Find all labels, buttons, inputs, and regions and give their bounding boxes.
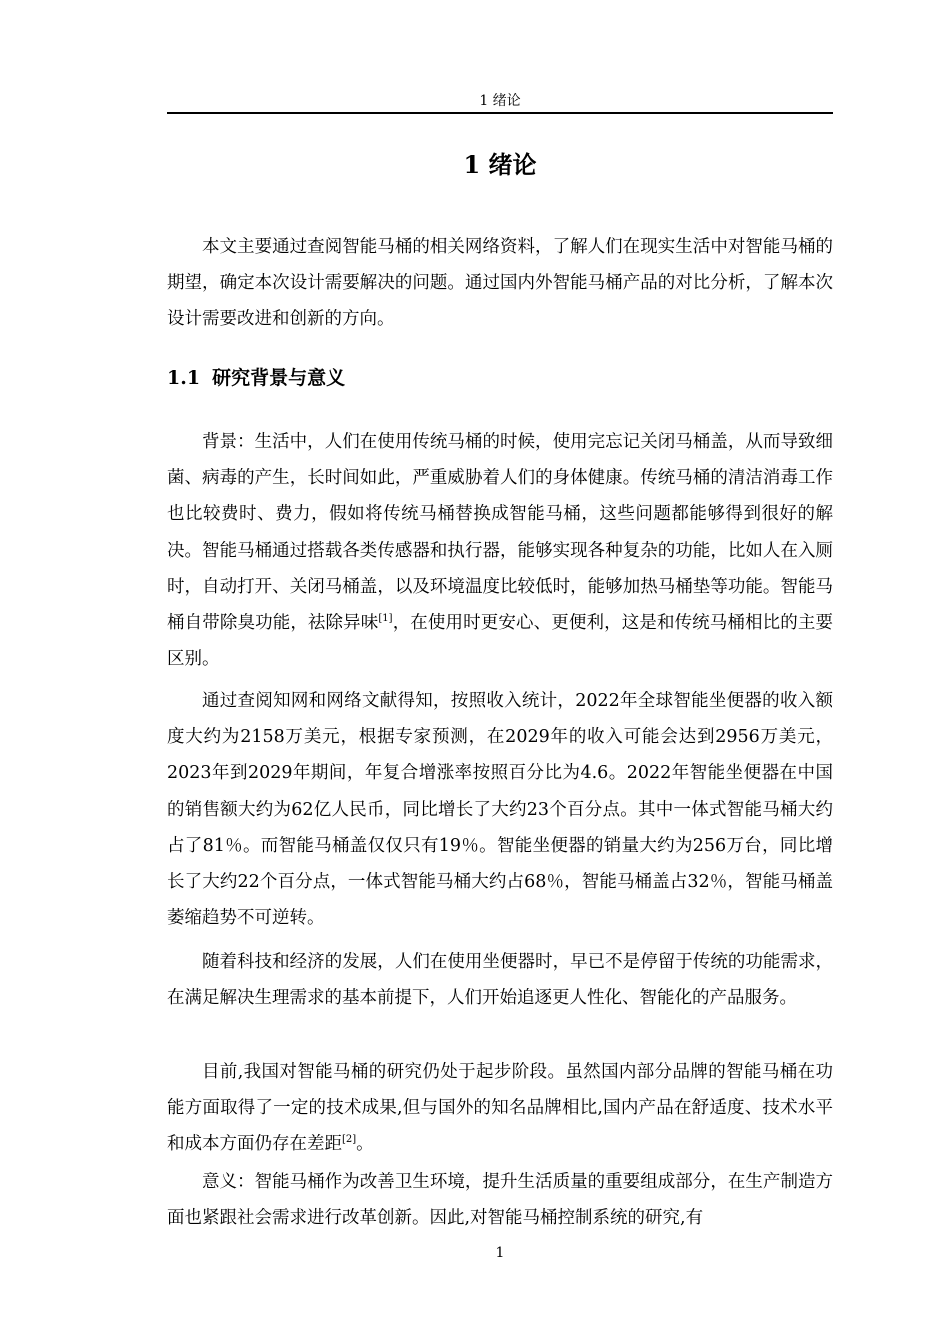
running-header: 1 绪论 xyxy=(479,93,521,109)
intro-paragraph: 本文主要通过查阅智能马桶的相关网络资料，了解人们在现实生活中对智能马桶的期望，确定本次设计需要解决的问题。通过国内外智能马桶产品的对比分析，了解本次设计需要改进和创新的方向。 xyxy=(167,237,833,330)
page-number: 1 xyxy=(495,1245,505,1261)
section-title: 研究背景与意义 xyxy=(212,367,346,389)
status-paragraph xyxy=(167,1054,833,1163)
background-text-a: 背景：生活中，人们在使用传统马桶的时候，使用完忘记关闭马桶盖，从而导致细菌、病毒的产生，长时间如此，严重威胁着人们的身体健康。传统马桶的清洁消毒工作也比较费时、费力，假如将传统马桶替换成智能马桶，这些问题都能够得到很好的解决。智能马桶通过搭载各类传感器和执行器，能够实现各种复杂的功能，比如人在入厕时，自动打开、关闭马桶盖，以及环境温度比较低时，能够加热马桶垫等功能。智能马桶自带除臭功能，祛除异味 xyxy=(167,432,833,634)
status-text-a: 目前,我国对智能马桶的研究仍处于起步阶段。虽然国内部分品牌的智能马桶在功能方面取得了一定的技术成果,但与国外的知名品牌相比,国内产品在舒适度、技术水平和成本方面仍存在差距 xyxy=(167,1062,833,1155)
background-text-b: ，在使用时更安心、更便利，这是和传统马桶相比的主要区别。 xyxy=(167,613,834,670)
significance-paragraph: 意义：智能马桶作为改善卫生环境，提升生活质量的重要组成部分，在生产制造方面也紧跟社会需求进行改革创新。因此,对智能马桶控制系统的研究,有 xyxy=(167,1172,833,1229)
background-paragraph xyxy=(167,424,833,677)
citation-1: [1] xyxy=(378,613,393,625)
status-text-b: 。 xyxy=(356,1134,374,1155)
citation-2: [2] xyxy=(342,1134,357,1146)
section-number: 1.1 xyxy=(167,367,201,389)
market-data-paragraph: 通过查阅知网和网络文献得知，按照收入统计，2022年全球智能坐便器的收入额度大约为2158万美元，根据专家预测，在2029年的收入可能会达到2956万美元，2023年到2029年期间，年复合增涨率按照百分比为4.6。2022年智能坐便器在中国的销售额大约为62亿人民币，同比增长了大约23个百分点。其中一体式智能马桶大约占了81％。而智能马桶盖仅仅只有19％。智能坐便器的销量大约为256万台，同比增长了大约22个百分点，一体式智能马桶大约占68％，智能马桶盖占32％，智能马桶盖萎缩趋势不可逆转。 xyxy=(167,691,833,929)
trend-paragraph: 随着科技和经济的发展，人们在使用坐便器时，早已不是停留于传统的功能需求，在满足解决生理需求的基本前提下，人们开始追逐更人性化、智能化的产品服务。 xyxy=(167,952,833,1009)
section-heading xyxy=(167,364,833,392)
chapter-title: 1 绪论 xyxy=(463,150,537,179)
header-rule xyxy=(167,112,833,114)
